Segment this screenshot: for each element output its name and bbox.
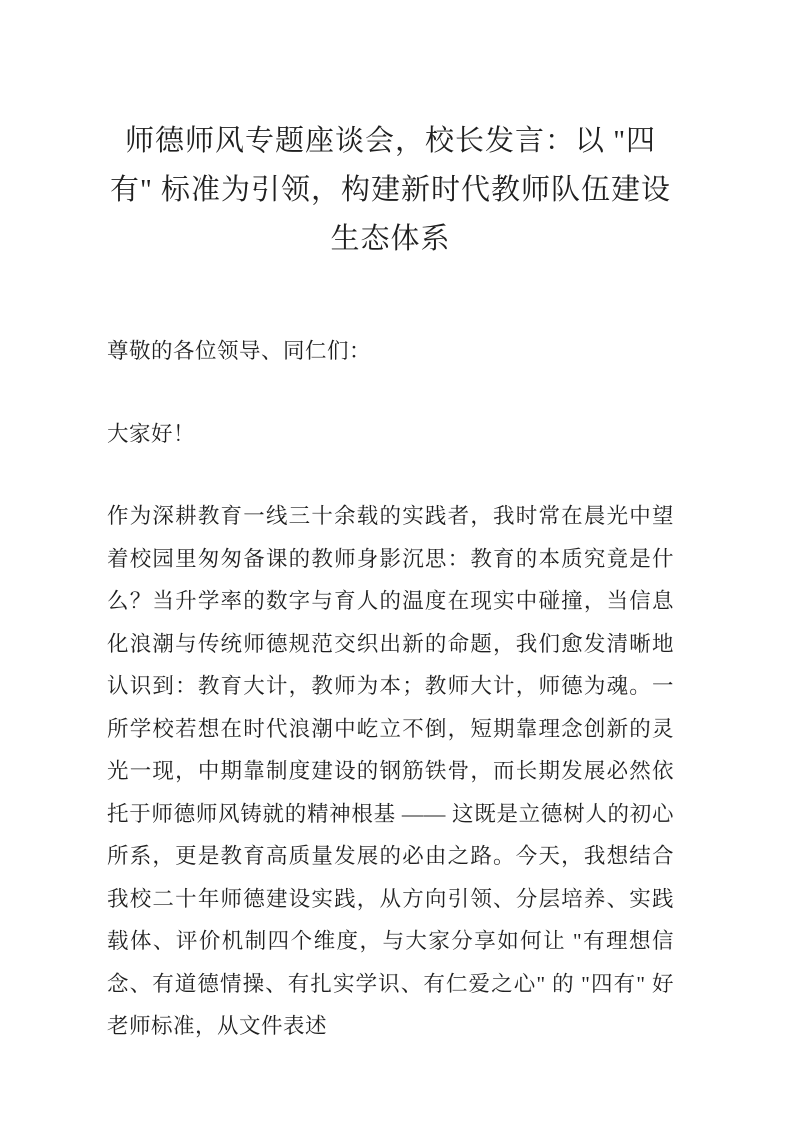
- greeting-paragraph: 大家好！: [107, 421, 196, 446]
- body-paragraph: 作为深耕教育一线三十余载的实践者，我时常在晨光中望着校园里匆匆备课的教师身影沉思：教育的本质究竟是什么？当升学率的数字与育人的温度在现实中碰撞，当信息化浪潮与传统师德规范交织出新的命题，我们愈发清晰地认识到：教育大计，教师为本；教师大计，师德为魂。一所学校若想在时代浪潮中屹立不倒，短期靠理念创新的灵光一现，中期靠制度建设的钢筋铁骨，而长期发展必然依托于师德师风铸就的精神根基 —— 这既是立德树人的初心所系，更是教育高质量发展的必由之路。今天，我想结合我校二十年师德建设实践，从方向引领、分层培养、实践载体、评价机制四个维度，与大家分享如何让 "有理想信念、有道德情操、有扎实学识、有仁爱之心" 的 "四有" 好老师标准，从文件表述: [107, 504, 674, 1038]
- document-title: 师德师风专题座谈会，校长发言：以 "四有" 标准为引领，构建新时代教师队伍建设生态体系: [109, 125, 672, 255]
- salutation-paragraph: 尊敬的各位领导、同仁们：: [107, 339, 372, 363]
